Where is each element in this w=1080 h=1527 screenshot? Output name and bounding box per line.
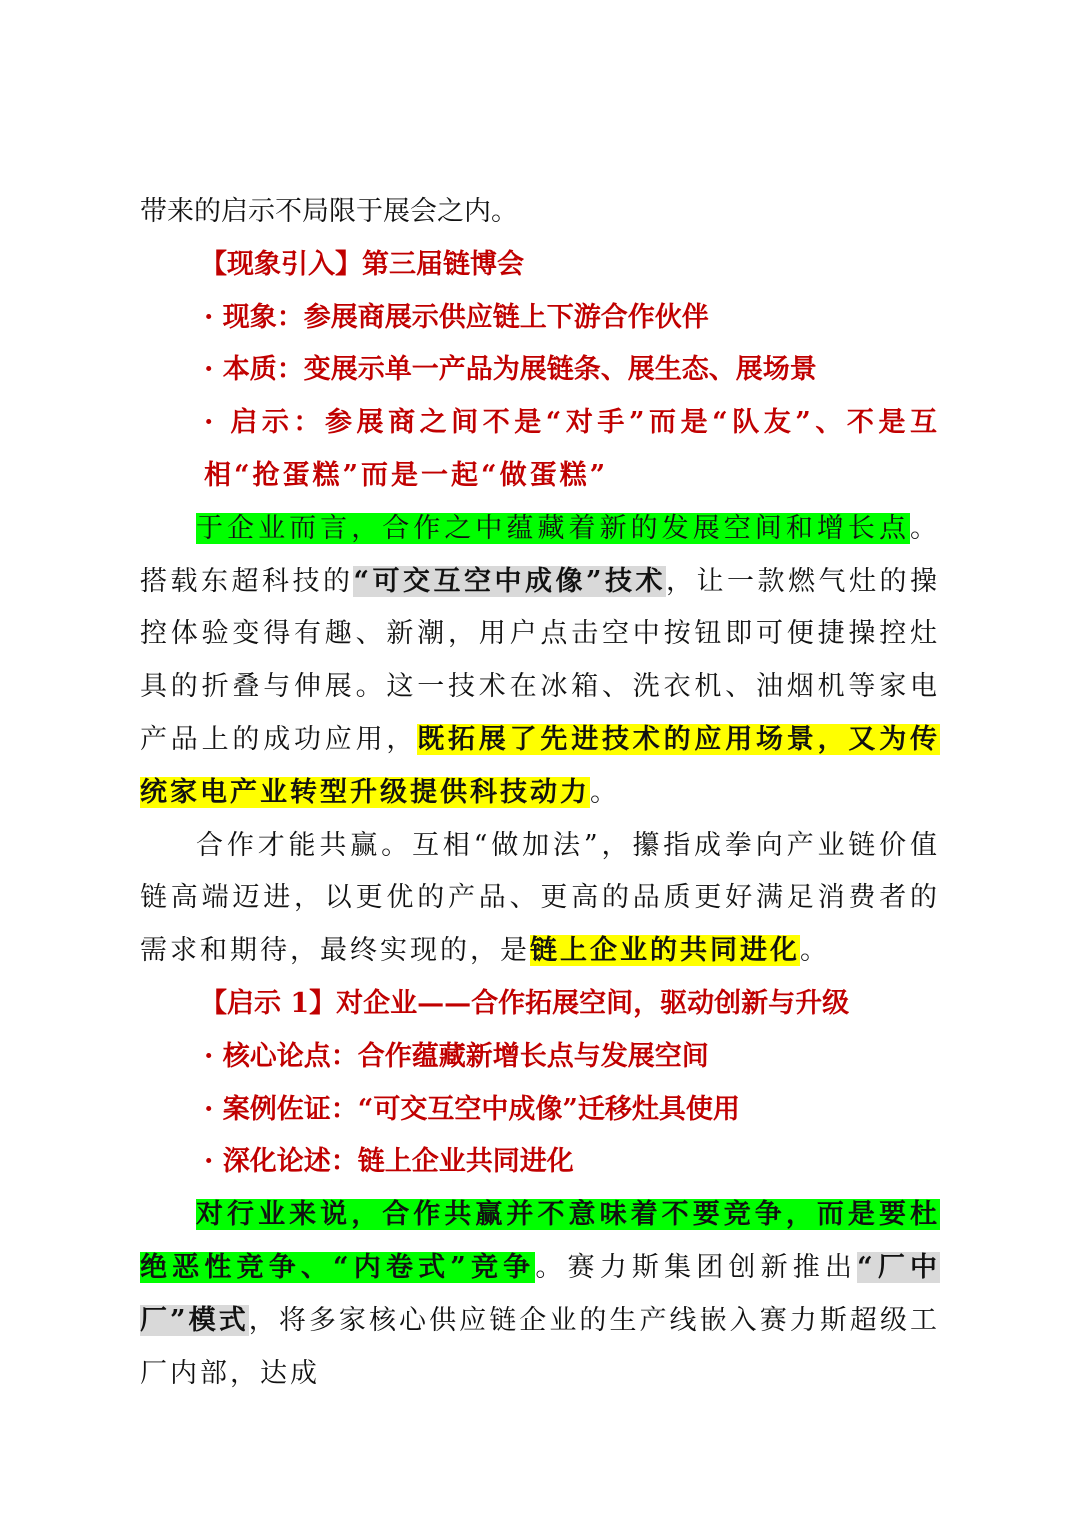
- bullet-phenomenon: · 现象：参展商展示供应链上下游合作伙伴: [204, 301, 709, 333]
- highlight-green-thesis: 对行业来说，合作共赢并不意味着不要竞争，而是要杜绝恶性竞争、“内卷式”竞争: [140, 1199, 940, 1283]
- highlight-gray-term: “可交互空中成像”技术: [353, 565, 667, 597]
- bullet-case-evidence: · 案例佐证：“可交互空中成像”迁移灶具使用: [204, 1093, 740, 1125]
- bullet-core-argument: · 核心论点：合作蕴藏新增长点与发展空间: [204, 1040, 709, 1072]
- highlight-yellow-point: 链上企业的共同进化: [530, 935, 800, 967]
- paragraph-continuation: 带来的启示不局限于展会之内。: [140, 196, 518, 227]
- paragraph-industry-competition: [140, 1189, 940, 1400]
- bullet-essence: · 本质：变展示单一产品为展链条、展生态、展场景: [204, 354, 817, 386]
- paragraph-text: ，让一款燃气灶的操控体验变得有趣、新潮，用户点击空中按钮即可便捷操控灶具的折叠与伸展。这一技术在冰箱、洗衣机、油烟机等家电产品上的成功应用，: [140, 565, 941, 755]
- bullet-deeper-discussion: · 深化论述：链上企业共同进化: [204, 1146, 574, 1178]
- paragraph-text: ，将多家核心供应链企业的生产线嵌入赛力斯超级工厂内部，达成: [140, 1304, 941, 1389]
- paragraph-text: 合作才能共赢。互相“做加法”，攥指成拳向产业链价值链高端迈进，以更优的产品、更高的品质更好满足消费者的需求和期待，最终实现的，是: [140, 829, 940, 967]
- document-body: [140, 186, 940, 1400]
- highlight-gray-term: “厂中厂”模式: [140, 1251, 941, 1336]
- paragraph-text: 。赛力斯集团创新推出: [535, 1251, 858, 1283]
- bullet-inspiration: · 启示：参展商之间不是“对手”而是“队友”、不是互相“抢蛋糕”而是一起“做蛋糕”: [204, 407, 940, 491]
- paragraph-text: 。: [800, 935, 830, 967]
- paragraph-text: 。搭载东超科技的: [140, 512, 940, 597]
- section-heading-inspiration-1: 【启示 1】对企业——合作拓展空间，驱动创新与升级: [200, 987, 850, 1019]
- highlight-yellow-point: 既拓展了先进技术的应用场景，又为传统家电产业转型升级提供科技动力: [140, 723, 941, 808]
- paragraph-text: 。: [590, 776, 620, 808]
- highlight-green-thesis: 于企业而言，合作之中蕴藏着新的发展空间和增长点: [196, 512, 910, 544]
- paragraph-win-win: [140, 820, 940, 978]
- paragraph-enterprise-cooperation: [140, 503, 940, 820]
- section-heading-phenomenon: 【现象引入】第三届链博会: [200, 248, 524, 280]
